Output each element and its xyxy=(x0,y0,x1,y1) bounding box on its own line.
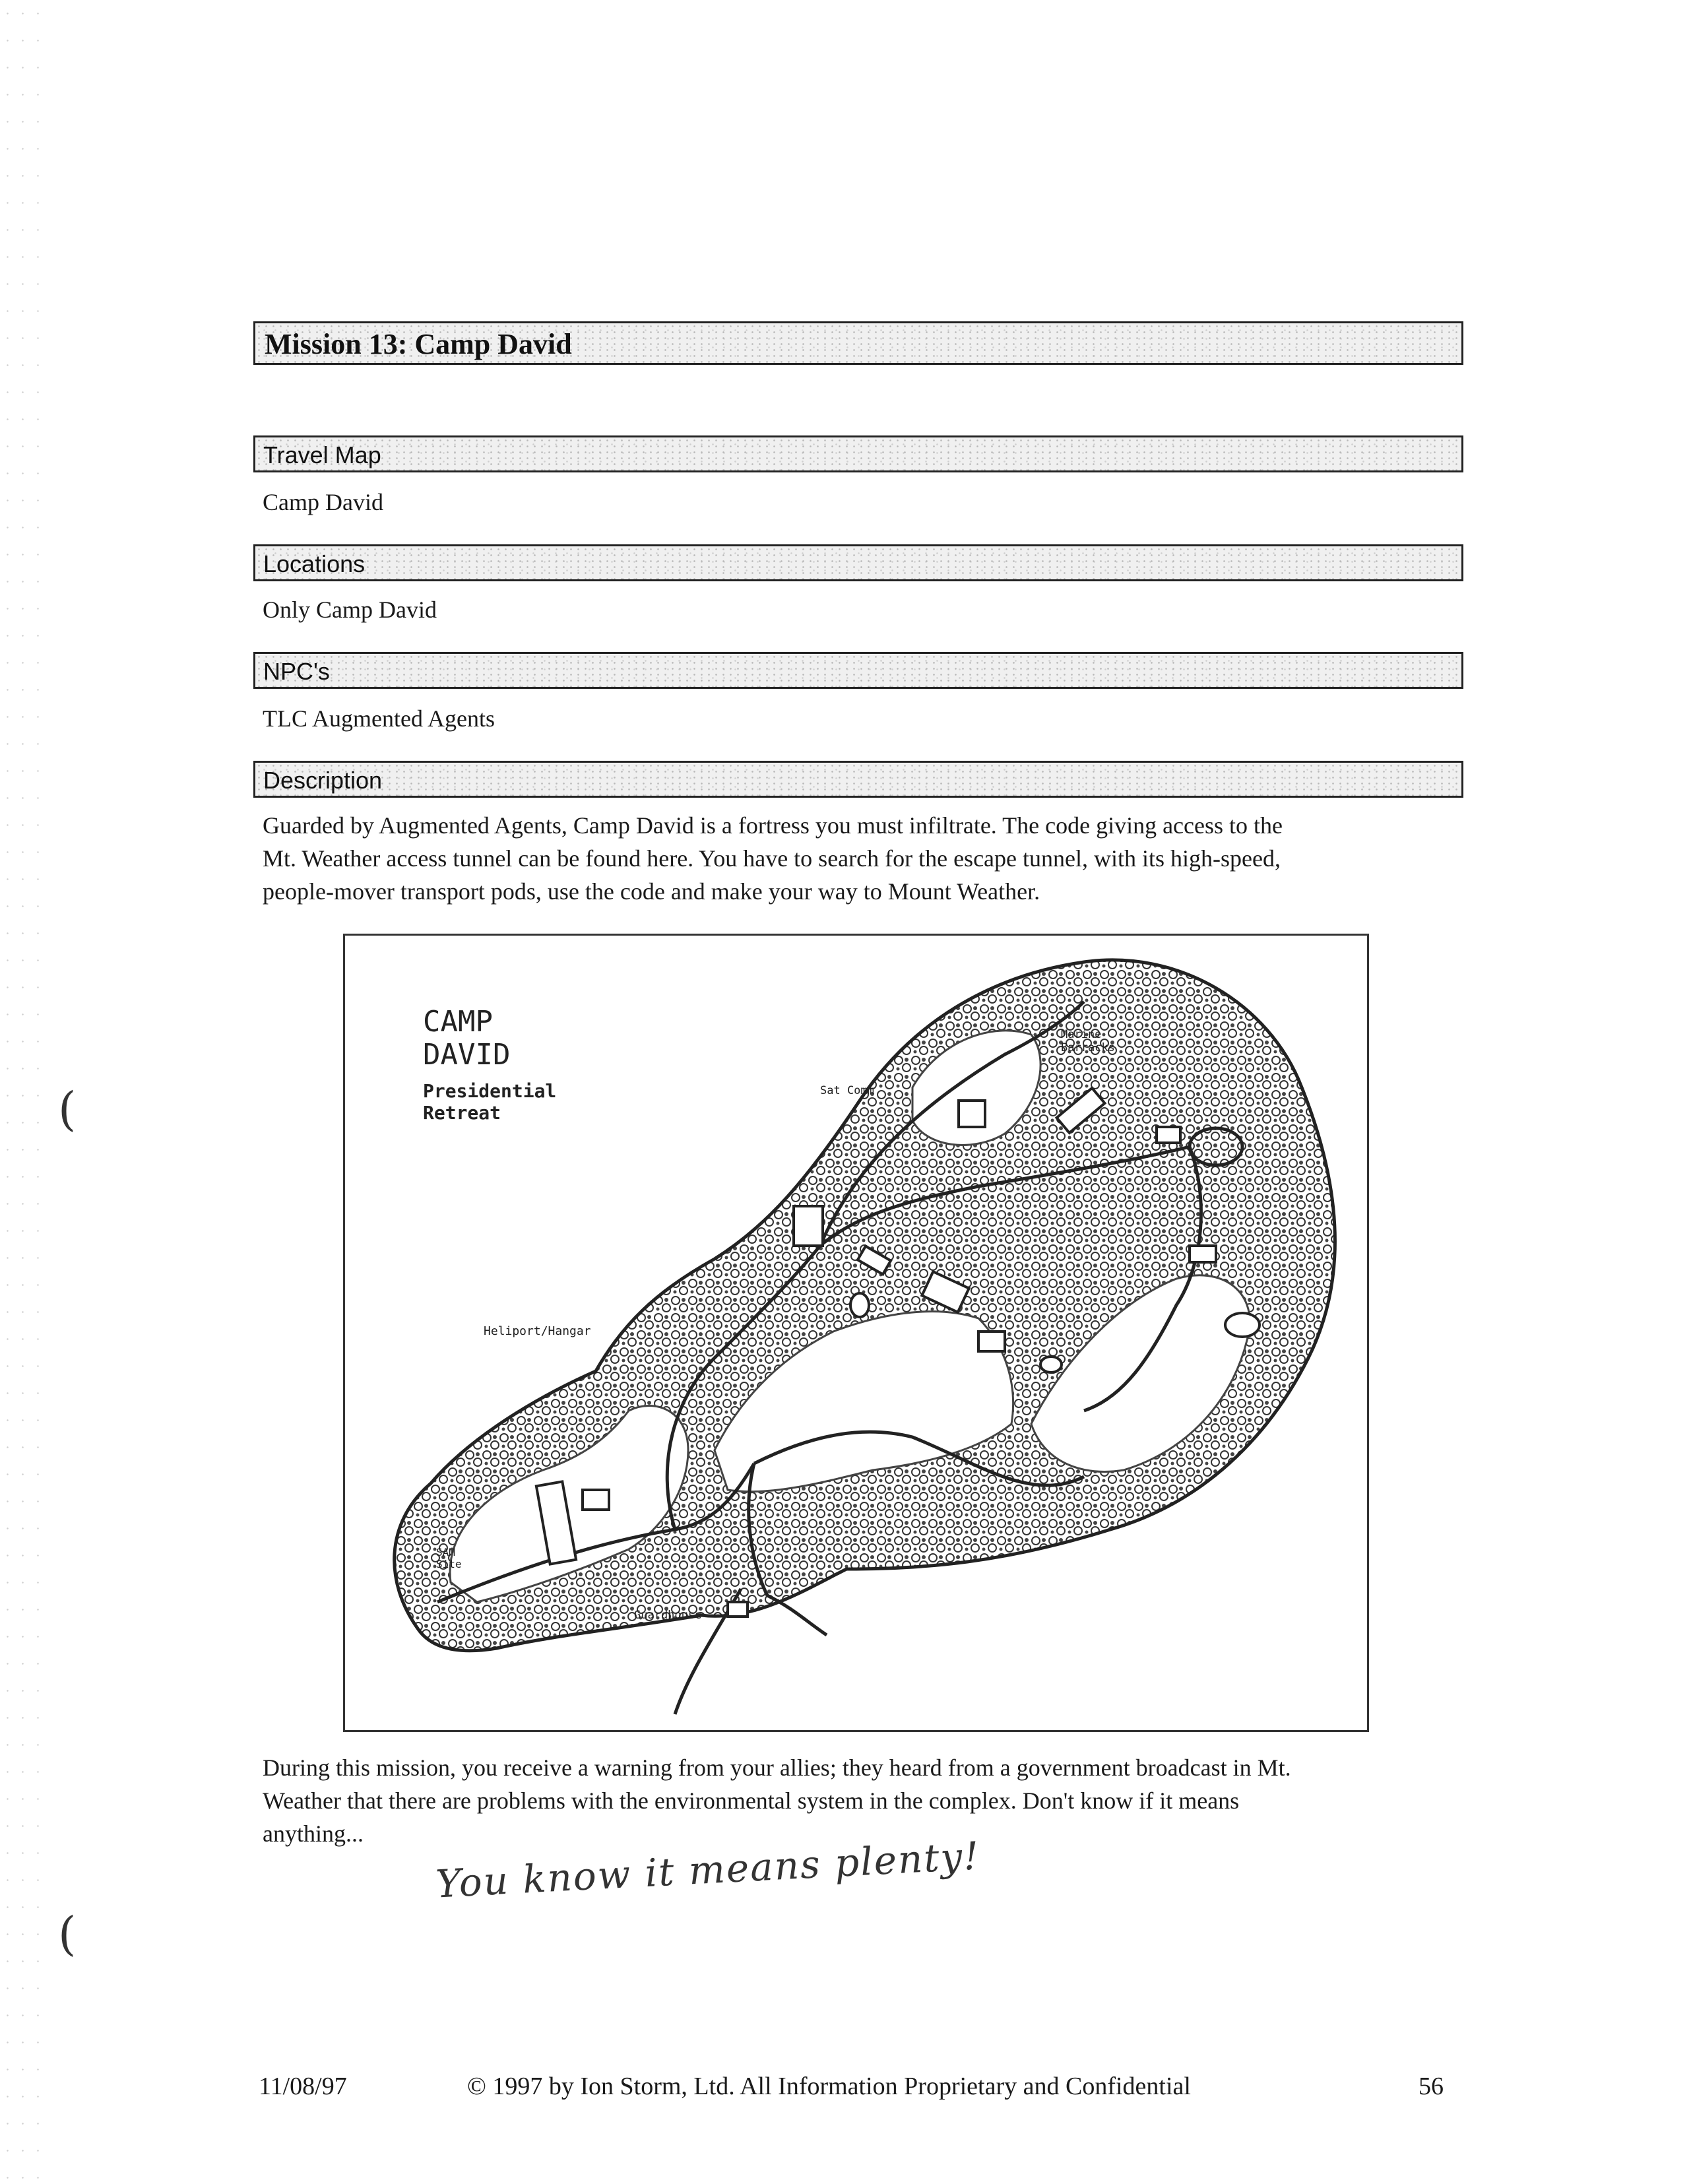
map-title-line1: CAMP xyxy=(423,1005,493,1039)
closing-line: Weather that there are problems with the environmental system in the complex. Don't know if it means xyxy=(263,1787,1240,1814)
description-line: Guarded by Augmented Agents, Camp David is a fortress you must infiltrate. The code giving access to the xyxy=(263,812,1283,839)
description-line: Mt. Weather access tunnel can be found here. You have to search for the escape tunnel, with its high-speed, xyxy=(263,845,1281,872)
margin-paren-mark: ( xyxy=(58,1082,77,1136)
travel-map-heading-bar xyxy=(253,435,1463,472)
mission-title-bar xyxy=(253,321,1463,365)
marine-barracks-label-line2: Barracks xyxy=(1061,1041,1115,1054)
closing-paragraph xyxy=(263,1751,1463,1850)
footer-page-number: 56 xyxy=(1419,2072,1444,2100)
description-paragraph xyxy=(263,809,1463,908)
footer-copyright: © 1997 by Ion Storm, Ltd. All Information Proprietary and Confidential xyxy=(467,2072,1191,2100)
locations-heading-bar xyxy=(253,544,1463,581)
locations-content: Only Camp David xyxy=(263,596,437,623)
npcs-heading-bar xyxy=(253,652,1463,689)
description-line: people-mover transport pods, use the code and make your way to Mount Weather. xyxy=(263,878,1040,905)
mission-title: Mission 13: Camp David xyxy=(265,328,572,360)
map-subtitle-line1: Presidential xyxy=(423,1080,557,1102)
description-heading-bar xyxy=(253,761,1463,798)
sam-site-label-line2: Site xyxy=(436,1558,462,1570)
scan-noise xyxy=(0,0,46,2184)
travel-map-heading: Travel Map xyxy=(263,441,381,468)
closing-line: anything... xyxy=(263,1820,364,1847)
map-subtitle-line2: Retreat xyxy=(423,1102,501,1124)
guardhouse-label: Guardhouse xyxy=(634,1609,702,1622)
description-heading: Description xyxy=(263,767,383,794)
closing-line: During this mission, you receive a warning from your allies; they heard from a government broadcast in Mt. xyxy=(263,1754,1291,1781)
sat-comm-label: Sat Comm xyxy=(820,1084,874,1097)
travel-map-content: Camp David xyxy=(263,489,383,515)
handwritten-note: You know it means plenty! xyxy=(434,1833,982,1907)
heliport-label: Heliport/Hangar xyxy=(484,1324,591,1338)
camp-david-map xyxy=(343,934,1369,1732)
npcs-content: TLC Augmented Agents xyxy=(263,705,495,732)
map-illustration xyxy=(345,936,1367,1730)
locations-heading: Locations xyxy=(263,550,366,577)
marine-barracks-label-line1: Marine xyxy=(1061,1028,1102,1041)
sam-site-label-line1: SAM xyxy=(436,1546,455,1558)
map-title-line2: DAVID xyxy=(423,1038,511,1072)
footer-date: 11/08/97 xyxy=(259,2072,347,2100)
margin-paren-mark: ( xyxy=(58,1907,77,1961)
npcs-heading: NPC's xyxy=(263,658,330,685)
